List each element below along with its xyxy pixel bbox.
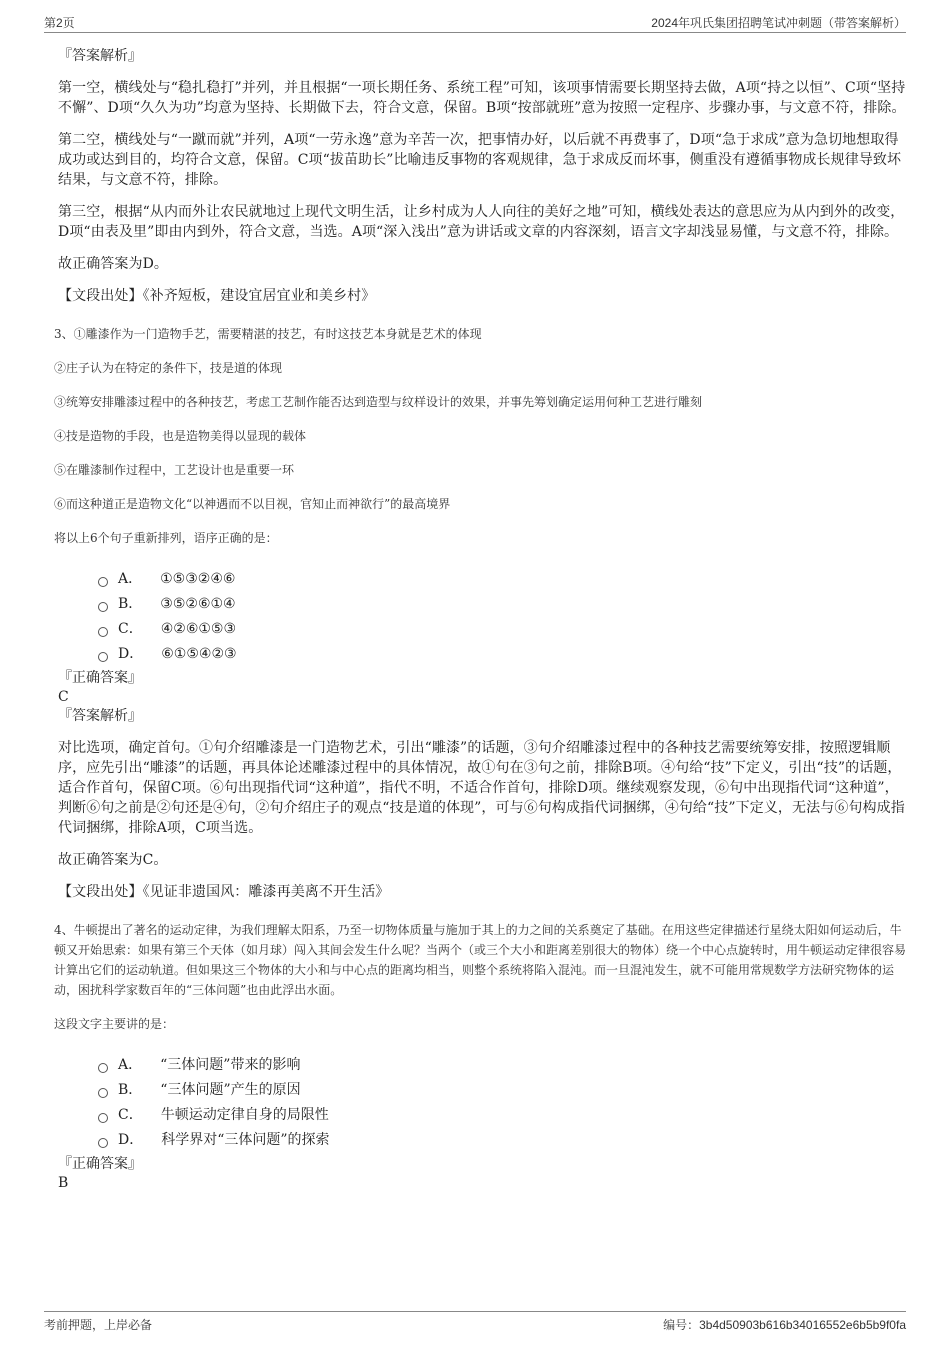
radio-icon[interactable] xyxy=(98,652,108,662)
footer-slogan: 考前押题，上岸必备 xyxy=(44,1318,153,1332)
analysis-paragraph: 对比选项，确定首句。①句介绍雕漆是一门造物艺术，引出“雕漆”的话题，③句介绍雕漆过程中的各种技艺需要统筹安排，按照逻辑顺序，应先引出“雕漆”的话题，再具体论述雕漆过程中的具体情况，故①句在③句之前，排除B项。④句给“技”下定义，引出“技”的话题，适合作首句，保留C项。⑥句出现指代词“这种道”，指代不明，不适合作首句，排除D项。继续观察发现，⑥句中出现指代词“这种道”，判断⑥句之前是②句还是④句，②句介绍庄子的观点“技是道的体现”，可与⑥句构成指代词捆绑，④句给“技”下定义，无法与⑥句构成指代词捆绑，排除A项，C项当选。 xyxy=(58,740,905,836)
option-letter: B． xyxy=(118,595,143,612)
document-body xyxy=(54,38,907,1192)
page-header xyxy=(44,12,906,33)
question-stem: 3、①雕漆作为一门造物手艺，需要精湛的技艺，有时这技艺本身就是艺术的体现 xyxy=(54,327,482,341)
question-sentence: ③统筹安排雕漆过程中的各种技艺，考虑工艺制作能否达到造型与纹样设计的效果，并事先筹划确定运用何种工艺进行雕刻 xyxy=(54,395,703,409)
option-text: ①⑤③②④⑥ xyxy=(160,570,236,587)
analysis-paragraph: 第三空，根据“从内而外让农民就地过上现代文明生活，让乡村成为人人向往的美好之地”可知，横线处表达的意思应为从内到外的改变，D项“由表及里”即由内到外，符合文意，当选。A项“深入浅出”意为讲话或文章的内容深刻，语言文字却浅显易懂，与文意不符，排除。 xyxy=(58,204,905,240)
option-letter: C． xyxy=(118,620,143,637)
question-prompt: 将以上6个句子重新排列，语序正确的是： xyxy=(54,531,278,545)
page-number: 第2页 xyxy=(44,16,75,30)
option-text: ④②⑥①⑤③ xyxy=(160,620,237,637)
analysis-conclusion: 故正确答案为C。 xyxy=(58,852,168,868)
correct-answer: B xyxy=(58,1175,69,1191)
source-citation: 【文段出处】《见证非遗国风：雕漆再美离不开生活》 xyxy=(58,884,390,900)
option-c[interactable] xyxy=(98,616,906,641)
option-letter: C． xyxy=(118,1106,143,1123)
option-text: “三体问题”产生的原因 xyxy=(160,1081,301,1098)
option-a[interactable] xyxy=(98,1052,906,1077)
option-text: “三体问题”带来的影响 xyxy=(160,1056,301,1073)
option-letter: D． xyxy=(118,645,144,662)
analysis-conclusion: 故正确答案为D。 xyxy=(58,256,169,272)
analysis-label: 『答案解析』 xyxy=(58,48,142,64)
option-list xyxy=(98,566,906,666)
option-letter: A． xyxy=(118,570,143,587)
correct-answer-label: 『正确答案』 xyxy=(58,1156,142,1172)
page-footer xyxy=(44,1311,906,1334)
analysis-paragraph: 第二空，横线处与“一蹴而就”并列，A项“一劳永逸”意为辛苦一次，把事情办好，以后就不再费事了，D项“急于求成”意为急切地想取得成功或达到目的，均符合文意，保留。C项“拔苗助长”比喻违反事物的客观规律，急于求成反而坏事，侧重没有遵循事物成长规律导致坏结果，与文意不符，排除。 xyxy=(58,132,902,188)
document-title: 2024年巩氏集团招聘笔试冲刺题（带答案解析） xyxy=(651,16,906,30)
option-d[interactable] xyxy=(98,1127,906,1152)
radio-icon[interactable] xyxy=(98,1138,108,1148)
radio-icon[interactable] xyxy=(98,627,108,637)
radio-icon[interactable] xyxy=(98,1063,108,1073)
correct-answer-label: 『正确答案』 xyxy=(58,670,142,686)
question-sentence: ②庄子认为在特定的条件下，技是道的体现 xyxy=(54,361,283,375)
radio-icon[interactable] xyxy=(98,577,108,587)
question-sentence: ⑥而这种道正是造物文化“以神遇而不以目视，官知止而神欲行”的最高境界 xyxy=(54,497,451,511)
option-text: 科学界对“三体问题”的探索 xyxy=(161,1131,330,1148)
option-letter: A． xyxy=(118,1056,143,1073)
option-b[interactable] xyxy=(98,1077,906,1102)
radio-icon[interactable] xyxy=(98,1088,108,1098)
radio-icon[interactable] xyxy=(98,1113,108,1123)
question-sentence: ④技是造物的手段，也是造物美得以显现的载体 xyxy=(54,429,307,443)
option-letter: D． xyxy=(118,1131,144,1148)
option-c[interactable] xyxy=(98,1102,906,1127)
option-list xyxy=(98,1052,906,1152)
option-letter: B． xyxy=(118,1081,143,1098)
option-text: 牛顿运动定律自身的局限性 xyxy=(160,1106,329,1123)
source-citation: 【文段出处】《补齐短板，建设宜居宜业和美乡村》 xyxy=(58,288,376,304)
question-stem: 4、牛顿提出了著名的运动定律，为我们理解太阳系，乃至一切物体质量与施加于其上的力之间的关系奠定了基础。在用这些定律描述行星绕太阳如何运动后，牛顿又开始思索：如果有第三个天体（如月球）闯入其间会发生什么呢？当两个（或三个大小和距离差别很大的物体）绕一个中心点旋转时，用牛顿运动定律很容易计算出它们的运动轨道。但如果这三个物体的大小和与中心点的距离均相当，则整个系统将陷入混沌。而一旦混沌发生，就不可能用常规数学方法研究物体的运动，困扰科学家数百年的“三体问题”也由此浮出水面。 xyxy=(54,923,907,997)
option-d[interactable] xyxy=(98,641,906,666)
analysis-label: 『答案解析』 xyxy=(58,708,142,724)
option-text: ③⑤②⑥①④ xyxy=(160,595,236,612)
option-b[interactable] xyxy=(98,591,906,616)
analysis-paragraph: 第一空，横线处与“稳扎稳打”并列，并且根据“一项长期任务、系统工程”可知，该项事情需要长期坚持去做，A项“持之以恒”、C项“坚持不懈”、D项“久久为功”均意为坚持、长期做下去，符合文意，保留。B项“按部就班”意为按照一定程序、步骤办事，与文意不符，排除。 xyxy=(58,80,906,116)
radio-icon[interactable] xyxy=(98,602,108,612)
question-sentence: ⑤在雕漆制作过程中，工艺设计也是重要一环 xyxy=(54,463,295,477)
document-id: 编号：3b4d50903b616b34016552e6b5b9f0fa xyxy=(663,1318,906,1332)
option-a[interactable] xyxy=(98,566,906,591)
option-text: ⑥①⑤④②③ xyxy=(161,645,237,662)
question-prompt: 这段文字主要讲的是： xyxy=(54,1017,175,1031)
correct-answer: C xyxy=(58,689,69,705)
